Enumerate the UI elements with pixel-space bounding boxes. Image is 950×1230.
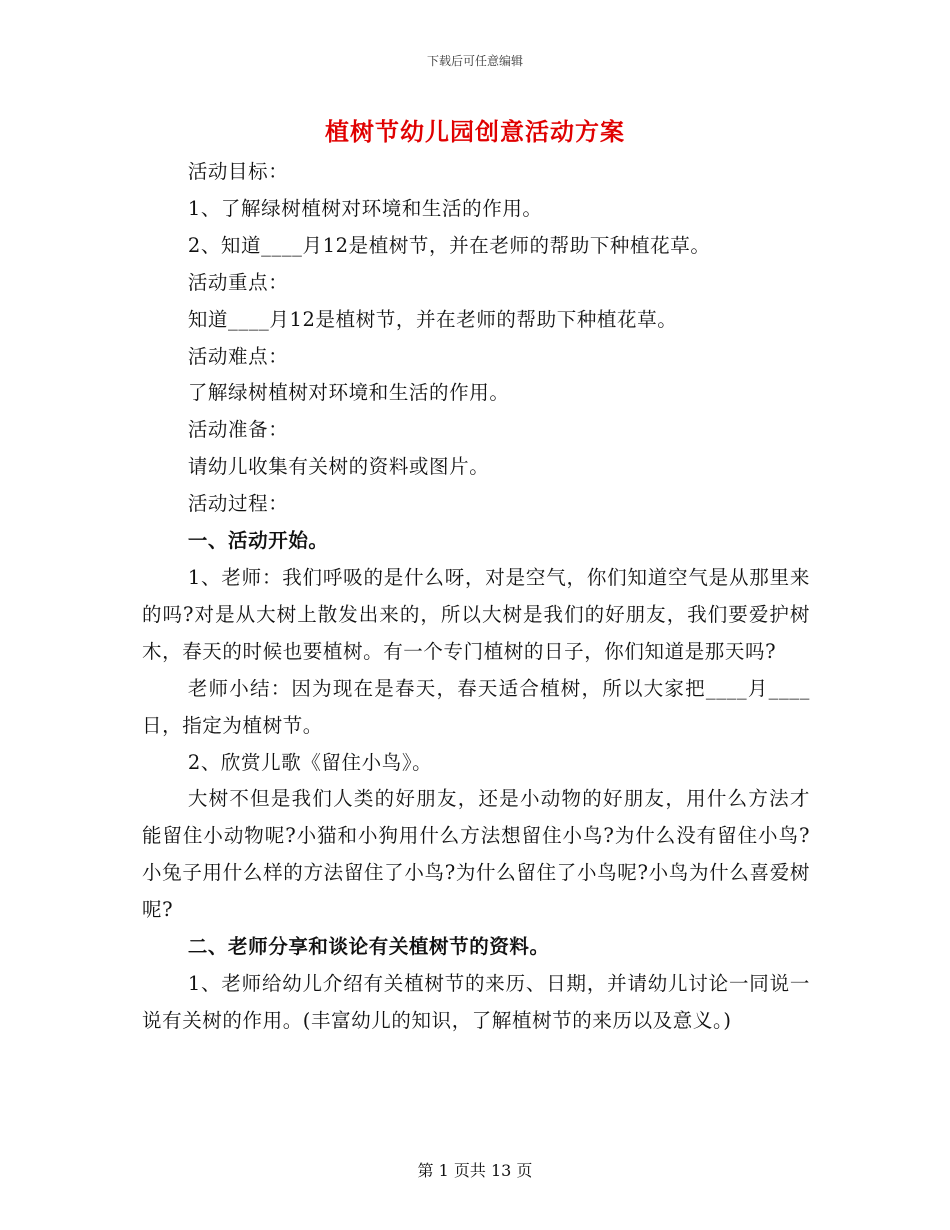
paragraph: 2、欣赏儿歌《留住小鸟》。 [187, 750, 433, 774]
document-title: 植树节幼儿园创意活动方案 [325, 117, 625, 146]
paragraph: 2、知道____月12是植树节，并在老师的帮助下种植花草。 [187, 233, 711, 257]
section-heading: 一、活动开始。 [187, 529, 329, 553]
paragraph: 1、老师：我们呼吸的是什么呀，对是空气，你们知道空气是从那里来的吗?对是从大树上散发出来的，所以大树是我们的好朋友，我们要爱护树木，春天的时候也要植树。有一个专门植树的日子，你们知道是那天吗? [142, 565, 810, 663]
section-heading: 二、老师分享和谈论有关植树节的资料。 [187, 935, 550, 959]
document-body [142, 154, 810, 1040]
paragraph: 活动准备： [187, 418, 289, 442]
page-header: 下载后可任意编辑 [426, 54, 523, 68]
paragraph: 活动目标： [187, 160, 289, 183]
page-footer: 第 1 页共 13 页 [417, 1161, 533, 1180]
paragraph: 活动难点： [187, 344, 289, 368]
paragraph: 1、老师给幼儿介绍有关植树节的来历、日期，并请幼儿讨论一同说一说有关树的作用。(丰富幼儿的知识，了解植树节的来历以及意义。) [142, 971, 810, 1032]
paragraph: 活动过程： [187, 492, 289, 516]
paragraph: 1、了解绿树植树对环境和生活的作用。 [187, 196, 543, 220]
paragraph: 知道____月12是植树节，并在老师的帮助下种植花草。 [187, 307, 678, 331]
paragraph: 请幼儿收集有关树的资料或图片。 [187, 455, 490, 479]
paragraph: 活动重点： [187, 270, 289, 294]
paragraph: 了解绿树植树对环境和生活的作用。 [187, 381, 510, 405]
paragraph: 大树不但是我们人类的好朋友，还是小动物的好朋友，用什么方法才能留住小动物呢?小猫和小狗用什么方法想留住小鸟?为什么没有留住小鸟?小兔子用什么样的方法留住了小鸟?为什么留住了小鸟呢?小鸟为什么喜爱树呢? [142, 787, 810, 922]
paragraph: 老师小结：因为现在是春天，春天适合植树，所以大家把____月____日，指定为植树节。 [142, 676, 810, 737]
